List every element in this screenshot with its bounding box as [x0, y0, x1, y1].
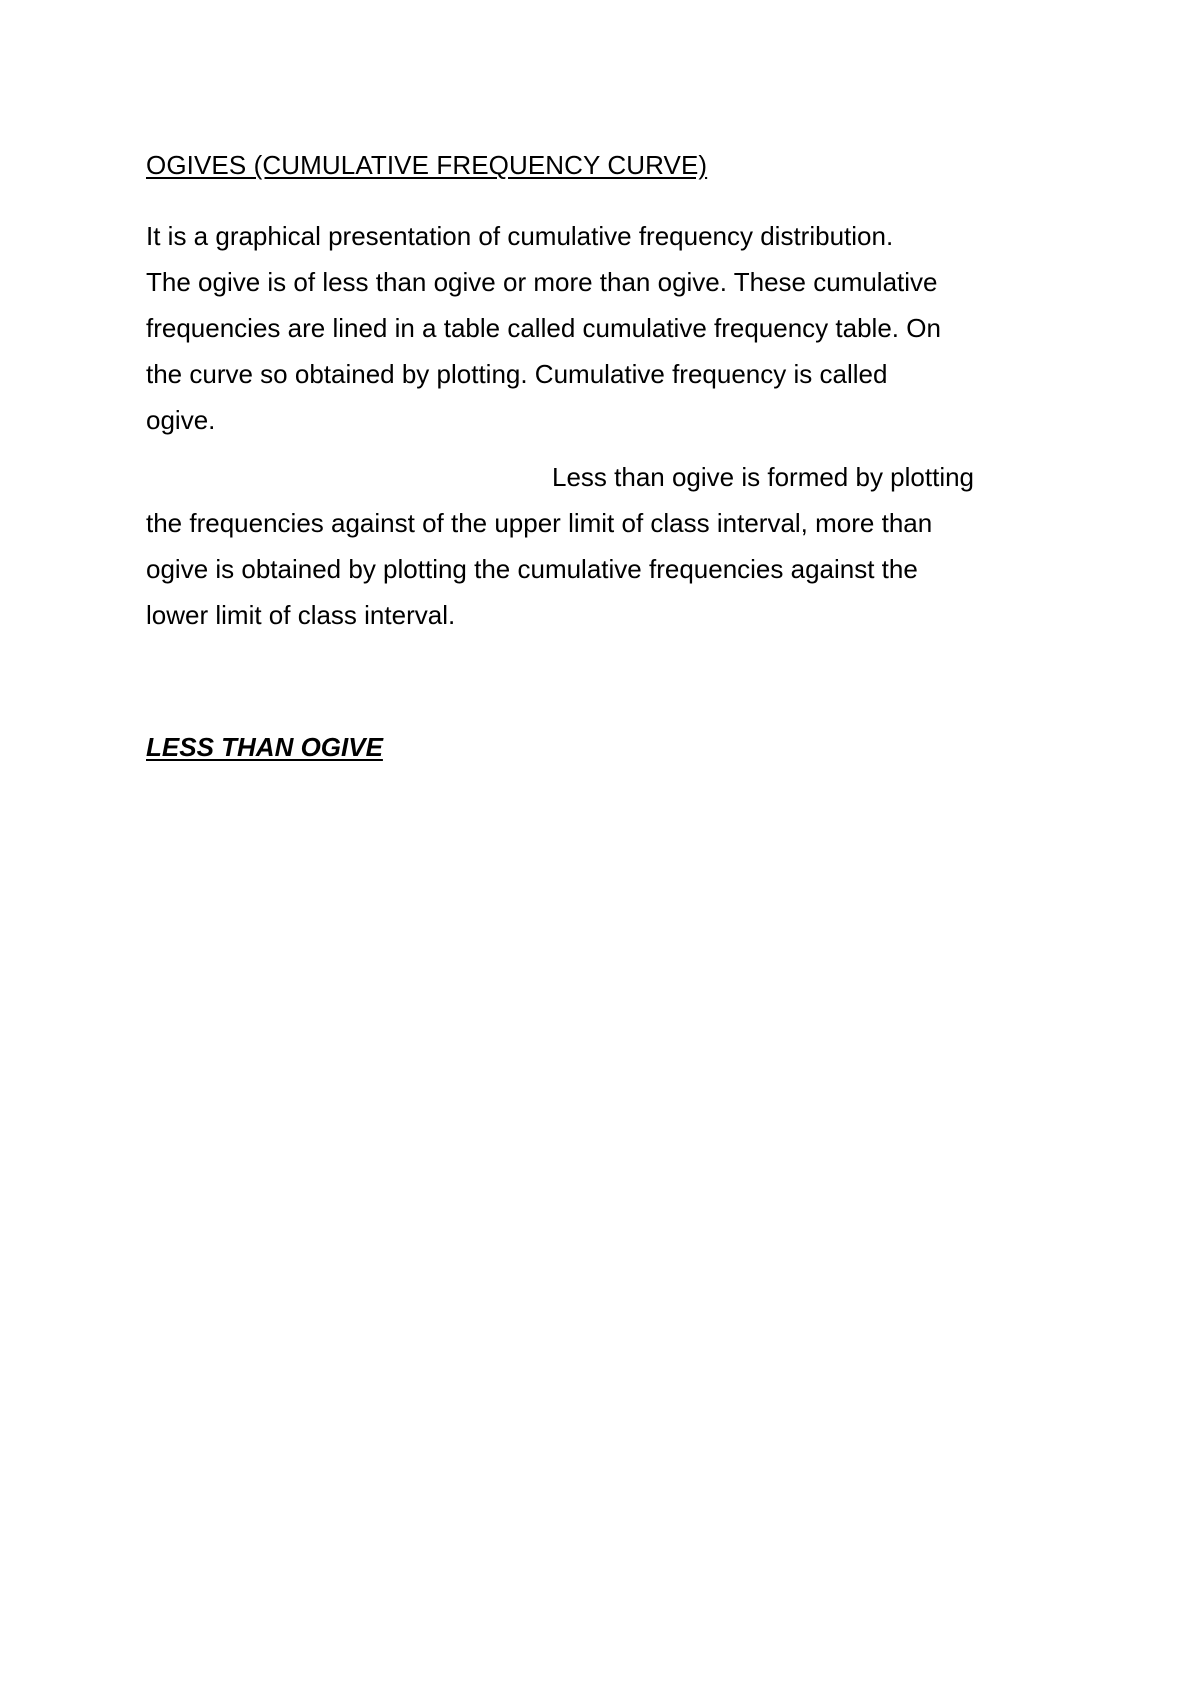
paragraph-line: frequencies are lined in a table called cumulative frequency table. On [146, 313, 941, 343]
document-content [146, 150, 1066, 762]
paragraph-line: ogive is obtained by plotting the cumulative frequencies against the [146, 554, 918, 584]
paragraph-line: The ogive is of less than ogive or more than ogive. These cumulative [146, 267, 938, 297]
section-heading-less-than-ogive: LESS THAN OGIVE [146, 732, 383, 762]
paragraph-line: the curve so obtained by plotting. Cumulative frequency is called [146, 359, 888, 389]
paragraph-definition [146, 213, 941, 443]
paragraph-line: ogive. [146, 405, 216, 435]
paragraph-line: the frequencies against of the upper limit of class interval, more than [146, 508, 933, 538]
paragraph-line: lower limit of class interval. [146, 600, 456, 630]
document-title: OGIVES (CUMULATIVE FREQUENCY CURVE) [146, 150, 708, 180]
paragraph-line: It is a graphical presentation of cumulative frequency distribution. [146, 221, 894, 251]
paragraph-ogive-types [146, 454, 974, 638]
paragraph-line: Less than ogive is formed by plotting [552, 462, 975, 492]
